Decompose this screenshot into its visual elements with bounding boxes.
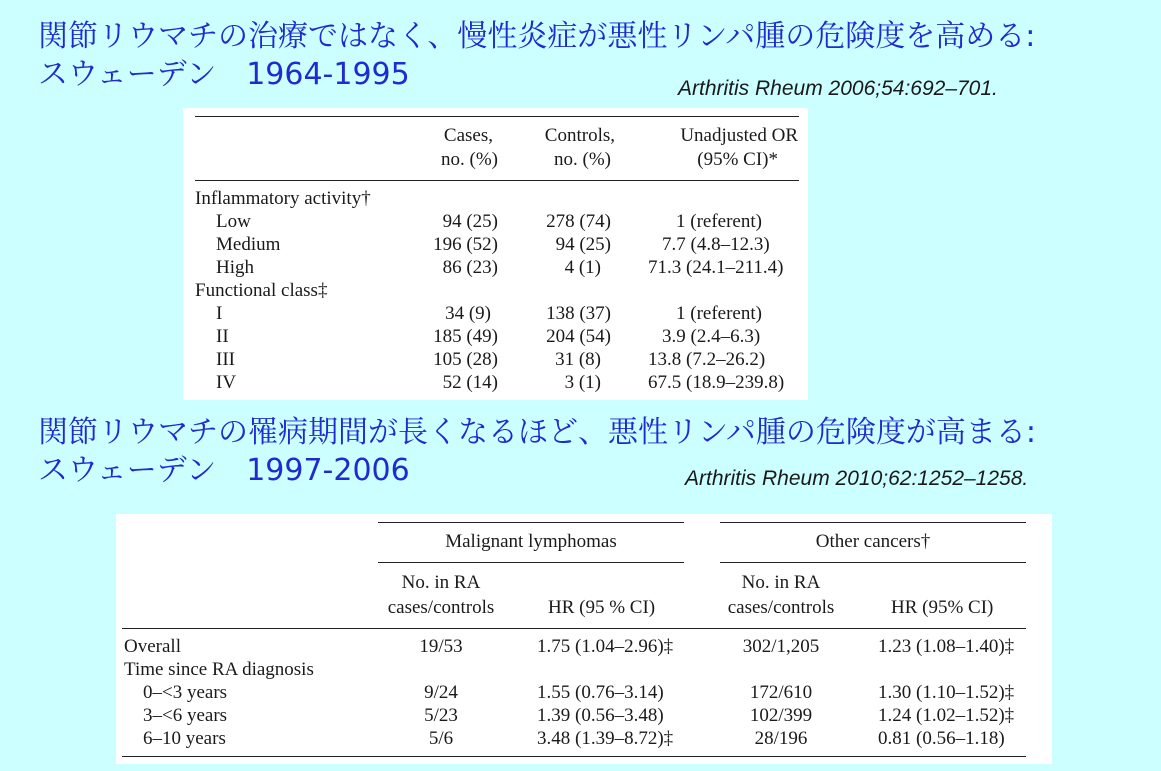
row-cases: 196 (52) xyxy=(433,234,498,255)
row-controls: 3 (1) xyxy=(564,372,601,393)
table-1 xyxy=(183,108,808,400)
row-label: IV xyxy=(216,372,237,393)
col-oc-no-header-l2: cases/controls xyxy=(727,597,835,618)
table-2 xyxy=(116,514,1052,764)
row-cases: 34 (9) xyxy=(445,303,491,324)
col-ly-no-header-l2: cases/controls xyxy=(387,597,495,618)
row-or: 3.9 (2.4–6.3) xyxy=(662,326,761,347)
row-label: III xyxy=(216,349,235,370)
row-cases: 185 (49) xyxy=(433,326,498,347)
row-or: 1 (referent) xyxy=(676,303,762,324)
row-ly-hr: 3.48 (1.39–8.72)‡ xyxy=(537,728,674,749)
row-oc-hr: 1.30 (1.10–1.52)‡ xyxy=(878,682,1015,703)
col-or-header-l1: Unadjusted OR xyxy=(680,125,798,146)
row-oc-no: 302/1,205 xyxy=(742,636,820,657)
subheader-time-since-diagnosis: Time since RA diagnosis xyxy=(124,659,314,680)
row-oc-hr: 1.24 (1.02–1.52)‡ xyxy=(878,705,1015,726)
table-2-top-rule-a xyxy=(378,522,684,523)
table-2-group-rule-b xyxy=(720,562,1026,563)
row-ly-no: 5/6 xyxy=(428,728,454,749)
col-cases-header-l2: no. (%) xyxy=(441,149,498,170)
row-controls: 204 (54) xyxy=(546,326,611,347)
row-ly-hr: 1.39 (0.56–3.48) xyxy=(537,705,664,726)
row-controls: 138 (37) xyxy=(546,303,611,324)
table-1-top-rule xyxy=(195,116,799,117)
row-controls: 94 (25) xyxy=(555,234,611,255)
row-oc-hr: 1.23 (1.08–1.40)‡ xyxy=(878,636,1015,657)
group-inflammatory-activity: Inflammatory activity† xyxy=(195,188,371,209)
row-cases: 94 (25) xyxy=(442,211,498,232)
row-label: 6–10 years xyxy=(143,728,226,749)
row-label: Medium xyxy=(216,234,281,255)
col-oc-no-header-l1: No. in RA xyxy=(741,572,821,593)
col-ly-hr-header: HR (95 % CI) xyxy=(548,597,656,618)
row-or: 71.3 (24.1–211.4) xyxy=(648,257,784,278)
row-or: 7.7 (4.8–12.3) xyxy=(662,234,770,255)
row-or: 13.8 (7.2–26.2) xyxy=(648,349,766,370)
section2-citation: Arthritis Rheum 2010;62:1252–1258. xyxy=(685,467,1029,490)
row-oc-no: 172/610 xyxy=(749,682,813,703)
row-cases: 52 (14) xyxy=(442,372,498,393)
table-2-top-rule-b xyxy=(720,522,1026,523)
row-ly-hr: 1.55 (0.76–3.14) xyxy=(537,682,664,703)
section1-title-line1: 関節リウマチの治療ではなく、慢性炎症が悪性リンパ腫の危険度を高める: xyxy=(38,19,1036,54)
table-2-header-rule xyxy=(122,628,1026,629)
row-oc-hr: 0.81 (0.56–1.18) xyxy=(878,728,1005,749)
row-or: 1 (referent) xyxy=(676,211,762,232)
section2-title-line2: スウェーデン 1997-2006 xyxy=(38,453,410,488)
col-cases-header-l1: Cases, xyxy=(443,125,493,146)
group-functional-class: Functional class‡ xyxy=(195,280,328,301)
group-other-cancers: Other cancers† xyxy=(815,531,931,552)
row-controls: 31 (8) xyxy=(555,349,601,370)
row-or: 67.5 (18.9–239.8) xyxy=(648,372,785,393)
row-oc-no: 102/399 xyxy=(749,705,813,726)
row-ly-no: 19/53 xyxy=(419,636,463,657)
row-label: I xyxy=(216,303,223,324)
col-or-header-l2: (95% CI)* xyxy=(697,149,778,170)
col-controls-header-l2: no. (%) xyxy=(554,149,611,170)
section1-title-line2: スウェーデン 1964-1995 xyxy=(38,57,410,92)
row-oc-no: 28/196 xyxy=(754,728,808,749)
table-1-header-rule xyxy=(195,180,799,181)
row-label: II xyxy=(216,326,229,347)
section2-title-line1: 関節リウマチの罹病期間が長くなるほど、悪性リンパ腫の危険度が高まる: xyxy=(38,415,1037,450)
row-label: Overall xyxy=(124,636,181,657)
row-ly-no: 9/24 xyxy=(424,682,458,703)
row-label: 3–<6 years xyxy=(143,705,228,726)
row-label: Low xyxy=(216,211,251,232)
col-ly-no-header-l1: No. in RA xyxy=(401,572,481,593)
row-label: 0–<3 years xyxy=(143,682,228,703)
row-label: High xyxy=(216,257,254,278)
section1-citation: Arthritis Rheum 2006;54:692–701. xyxy=(678,77,998,100)
col-controls-header-l1: Controls, xyxy=(544,125,615,146)
row-cases: 86 (23) xyxy=(442,257,498,278)
row-ly-hr: 1.75 (1.04–2.96)‡ xyxy=(537,636,674,657)
row-ly-no: 5/23 xyxy=(424,705,458,726)
row-controls: 4 (1) xyxy=(564,257,601,278)
row-controls: 278 (74) xyxy=(546,211,611,232)
row-cases: 105 (28) xyxy=(433,349,498,370)
col-oc-hr-header: HR (95% CI) xyxy=(891,597,994,618)
table-2-group-rule-a xyxy=(378,562,684,563)
table-2-bottom-rule xyxy=(122,756,1026,757)
group-malignant-lymphomas: Malignant lymphomas xyxy=(445,531,617,552)
